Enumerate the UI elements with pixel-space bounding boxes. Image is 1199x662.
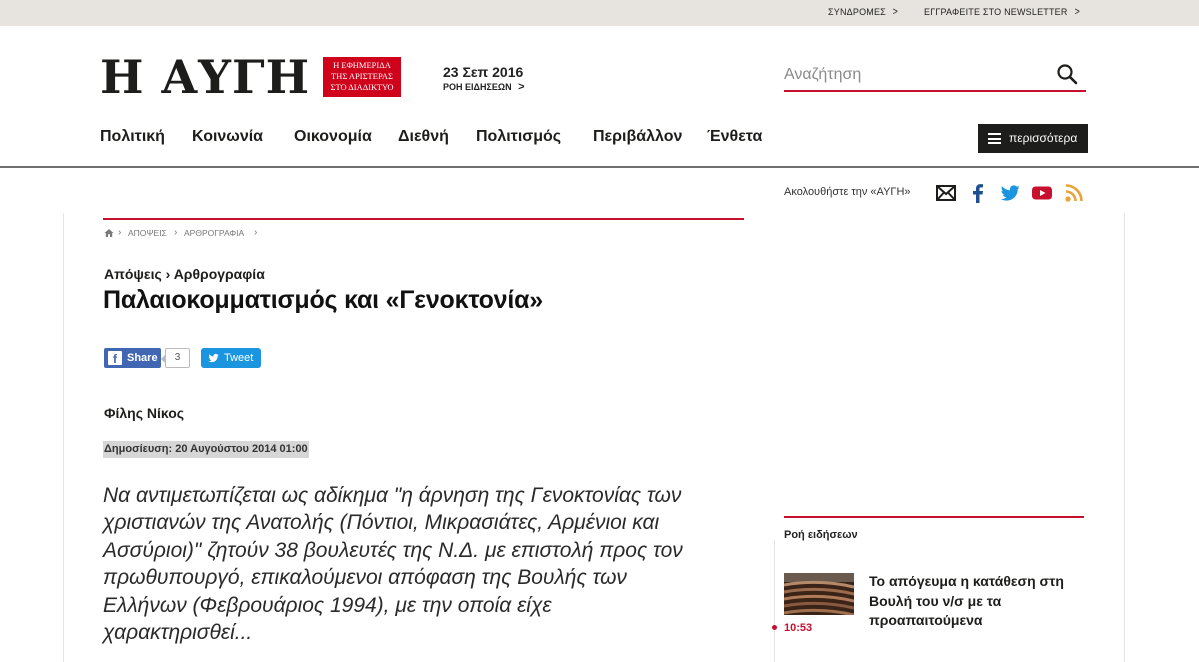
nav-item-environment[interactable]: Περιβάλλον (593, 128, 683, 145)
chevron-right-icon: > (518, 81, 525, 93)
top-utility-bar (0, 0, 1199, 26)
news-flow-link[interactable] (443, 81, 525, 93)
youtube-icon[interactable] (1031, 182, 1053, 204)
chevron-right-icon: > (892, 6, 898, 18)
subsection-link[interactable]: Αρθρογραφία (173, 266, 265, 282)
breadcrumb-item-articles[interactable]: ΑΡΘΡΟΓΡΑΦΙΑ (184, 228, 245, 238)
nav-item-economy[interactable]: Οικονομία (294, 128, 372, 145)
breadcrumb-item-opinions[interactable]: ΑΠΟΨΕΙΣ (128, 228, 167, 238)
current-date: 23 Σεπ 2016 (443, 64, 524, 80)
lead-line: Ασσύριοι)" ζητούν 38 βουλευτές της Ν.Δ. με επιστολή προς τον (103, 538, 683, 562)
article-lead (103, 482, 753, 646)
share-label: Share (127, 352, 158, 364)
nav-item-politics[interactable]: Πολιτική (100, 128, 165, 145)
facebook-icon[interactable] (967, 182, 989, 204)
nav-item-world[interactable]: Διεθνή (398, 128, 449, 145)
facebook-share-button[interactable] (104, 348, 161, 368)
news-time: 10:53 (784, 622, 813, 634)
more-menu-label: περισσότερα (1009, 131, 1078, 145)
twitter-icon (207, 352, 220, 364)
nav-divider (0, 166, 1199, 168)
subscriptions-label: ΣΥΝΔΡΟΜΕΣ (828, 7, 886, 17)
facebook-icon: f (108, 351, 122, 365)
tagline-line: ΣΤΟ ΔΙΑΔΙΚΤΥΟ (330, 82, 394, 92)
logo-tagline (323, 57, 401, 97)
tagline-line: Η ΕΦΗΜΕΡΙΔΑ (333, 60, 391, 70)
column-divider (774, 540, 775, 662)
article-top-rule (103, 218, 744, 220)
lead-line: πρωθυπουργό, επικαλούμενοι απόφαση της Βουλής των (103, 566, 627, 590)
news-flow-rule (784, 516, 1084, 518)
follow-label: Ακολουθήστε την «ΑΥΓΗ» (784, 186, 911, 198)
twitter-icon[interactable] (999, 182, 1021, 204)
share-count: 3 (165, 348, 190, 368)
publish-date: Δημοσίευση: 20 Αυγούστου 2014 01:00 (103, 441, 309, 458)
search-input[interactable] (784, 64, 1044, 86)
search-box (784, 58, 1086, 92)
news-flow-link-label: ΡΟΗ ΕΙΔΗΣΕΩΝ (443, 82, 512, 92)
article-section-kicker (104, 266, 265, 282)
search-icon[interactable] (1056, 63, 1078, 85)
tweet-button[interactable] (201, 348, 261, 368)
lead-line: χαρακτηρισθεί... (103, 621, 253, 645)
article-title: Παλαιοκομματισμός και «Γενοκτονία» (103, 286, 544, 314)
home-icon[interactable] (104, 228, 114, 238)
tagline-line: ΤΗΣ ΑΡΙΣΤΕΡΑΣ (330, 71, 393, 81)
more-menu-button[interactable] (978, 124, 1088, 153)
section-link[interactable]: Απόψεις (104, 266, 162, 282)
news-thumbnail-image[interactable] (784, 573, 854, 615)
content-frame-right (1124, 213, 1125, 662)
kicker-separator-icon: › (165, 266, 174, 282)
newsletter-link[interactable] (924, 7, 1080, 17)
hamburger-icon (988, 133, 1001, 144)
lead-line: χριστιανών της Ανατολής (Πόντιοι, Μικρασιάτες, Αρμένιοι και (103, 511, 660, 535)
nav-item-supplements[interactable]: Ένθετα (707, 128, 763, 145)
breadcrumb-separator-icon: › (118, 227, 122, 238)
news-headline-link[interactable]: Το απόγευμα η κατάθεση στη Βουλή του ν/σ με τα προαπαιτούμενα (869, 573, 1064, 628)
breadcrumb-separator-icon: › (254, 227, 258, 238)
news-flow-heading: Ροή ειδήσεων (784, 529, 858, 541)
content-frame-left (63, 213, 64, 662)
breadcrumb-separator-icon: › (174, 227, 178, 238)
newsletter-label: ΕΓΓΡΑΦΕΙΤΕ ΣΤΟ NEWSLETTER (924, 7, 1068, 17)
article-author[interactable]: Φίλης Νίκος (104, 405, 185, 421)
chevron-right-icon: > (1074, 6, 1080, 18)
lead-line: Ελλήνων (Φεβρουάριος 1994), με την οποία είχε (103, 593, 552, 617)
lead-line: Να αντιμετωπίζεται ως αδίκημα "η άρνηση της Γενοκτονίας των (103, 484, 682, 507)
site-logo[interactable]: Η ΑΥΓΗ (100, 50, 311, 104)
email-icon[interactable] (935, 182, 957, 204)
nav-item-society[interactable]: Κοινωνία (192, 128, 263, 145)
nav-item-culture[interactable]: Πολιτισμός (476, 128, 562, 145)
tweet-label: Tweet (224, 352, 254, 364)
rss-icon[interactable] (1063, 182, 1085, 204)
timeline-dot (772, 625, 777, 630)
subscriptions-link[interactable] (828, 7, 899, 17)
